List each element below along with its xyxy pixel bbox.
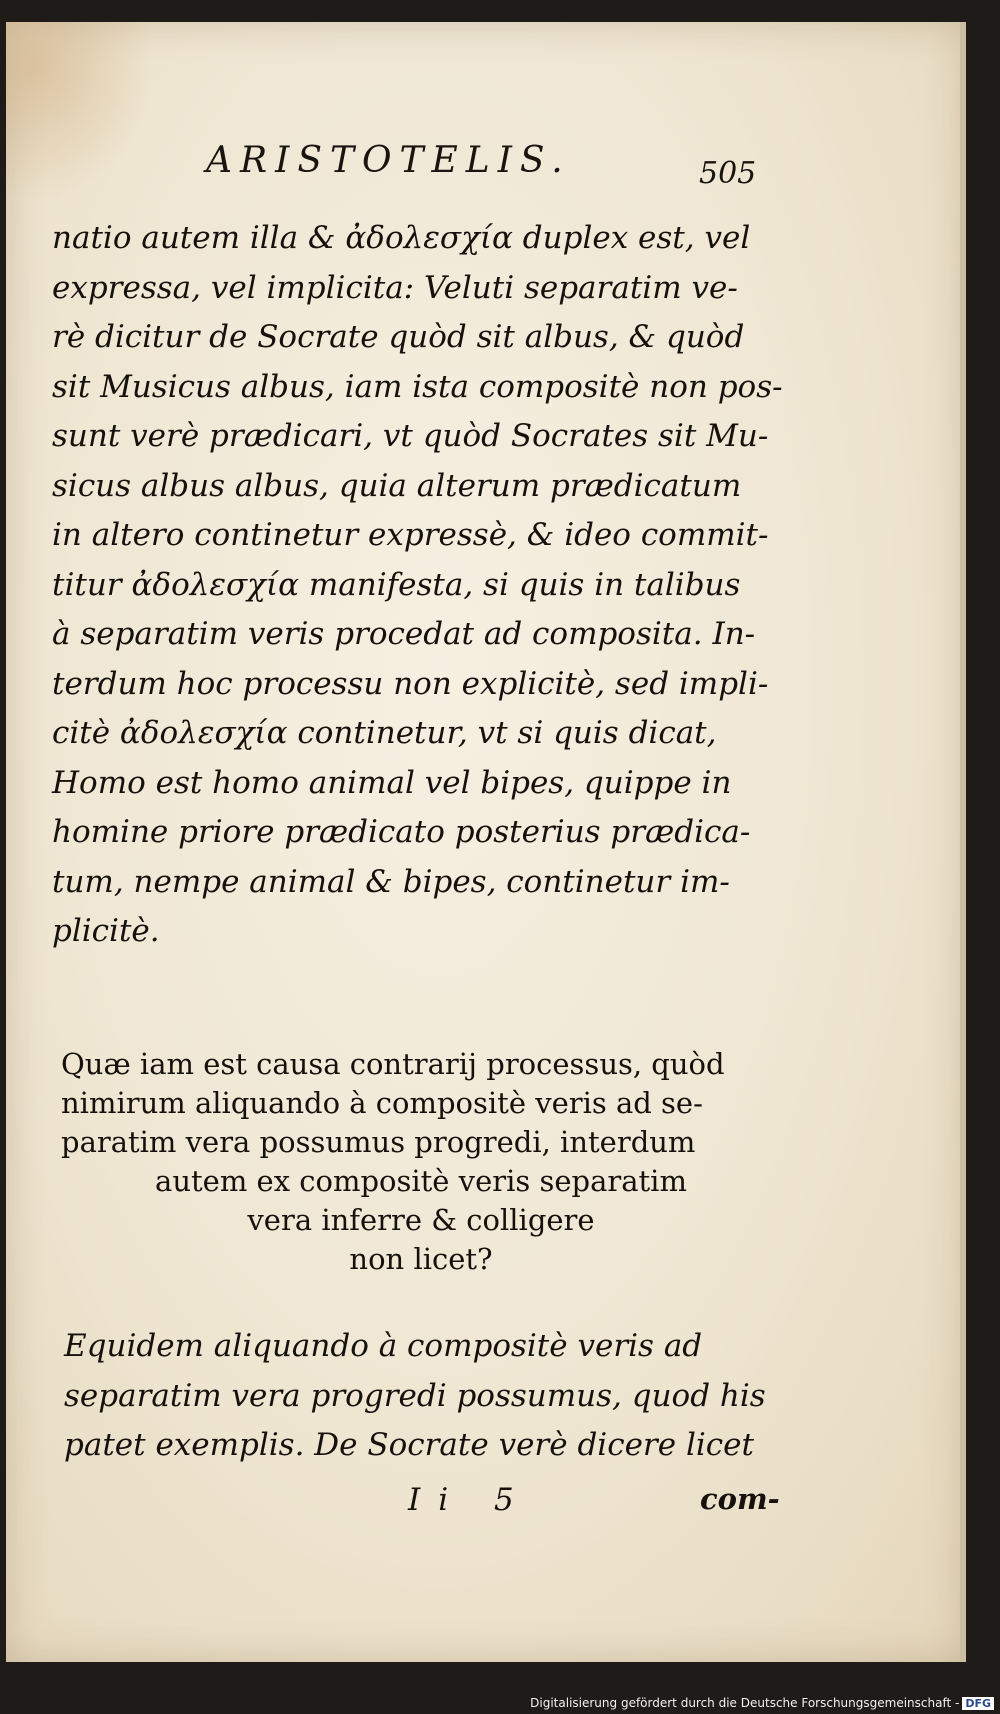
section-heading [61, 1045, 781, 1279]
text-line: patet exemplis. De Socrate verè dicere licet [64, 1427, 754, 1463]
paragraph-2 [64, 1322, 784, 1471]
heading-line: Quæ iam est causa contrarij processus, quòd [61, 1047, 725, 1081]
text-line: in altero continetur expressè, & ideo commit- [52, 517, 769, 553]
credit-text: Digitalisierung gefördert durch die Deutsche Forschungsgemeinschaft - [530, 1696, 960, 1710]
page-edge [960, 22, 966, 1662]
running-head: ARISTOTELIS. [206, 140, 571, 181]
page-number: 505 [699, 156, 757, 191]
text-line: Homo est homo animal vel bipes, quippe in [52, 764, 732, 801]
text-line: expressa, vel implicita: Veluti separatim ve- [52, 269, 738, 306]
dfg-logo: DFG [962, 1697, 994, 1710]
heading-line: vera inferre & colligere [247, 1203, 595, 1237]
heading-line: nimirum aliquando à compositè veris ad se- [61, 1086, 703, 1120]
digitization-credit [530, 1696, 994, 1710]
text-line: sunt verè prædicari, vt quòd Socrates sit Mu- [52, 418, 769, 454]
text-line: terdum hoc processu non explicitè, sed impli- [52, 665, 769, 702]
text-line: sicus albus albus, quia alterum prædicatum [52, 467, 742, 504]
heading-line: paratim vera possumus progredi, interdum [61, 1125, 696, 1159]
heading-line: non licet? [349, 1242, 493, 1276]
heading-line: autem ex compositè veris separatim [155, 1164, 687, 1198]
text-line: separatim vera progredi possumus, quod his [64, 1377, 766, 1414]
text-line: homine priore prædicato posterius prædica- [52, 814, 751, 850]
text-line: plicitè. [52, 913, 160, 949]
text-line: titur ἀδολεσχία manifesta, si quis in talibus [52, 566, 741, 603]
text-line: à separatim veris procedat ad composita. In- [52, 616, 756, 652]
page-stain [6, 22, 156, 202]
paragraph-1 [52, 214, 783, 957]
text-line: tum, nempe animal & bipes, continetur im- [52, 863, 730, 900]
book-page [6, 22, 966, 1662]
catchword: com- [700, 1482, 780, 1516]
text-line: sit Musicus albus, iam ista compositè non pos- [52, 368, 783, 405]
text-line: rè dicitur de Socrate quòd sit albus, & quòd [52, 319, 745, 355]
text-line: citè ἀδολεσχία continetur, vt si quis dicat, [52, 715, 717, 751]
text-line: natio autem illa & ἀδολεσχία duplex est, vel [52, 220, 751, 256]
text-line: Equidem aliquando à compositè veris ad [64, 1328, 703, 1364]
signature-mark: Ii 5 [408, 1482, 532, 1518]
